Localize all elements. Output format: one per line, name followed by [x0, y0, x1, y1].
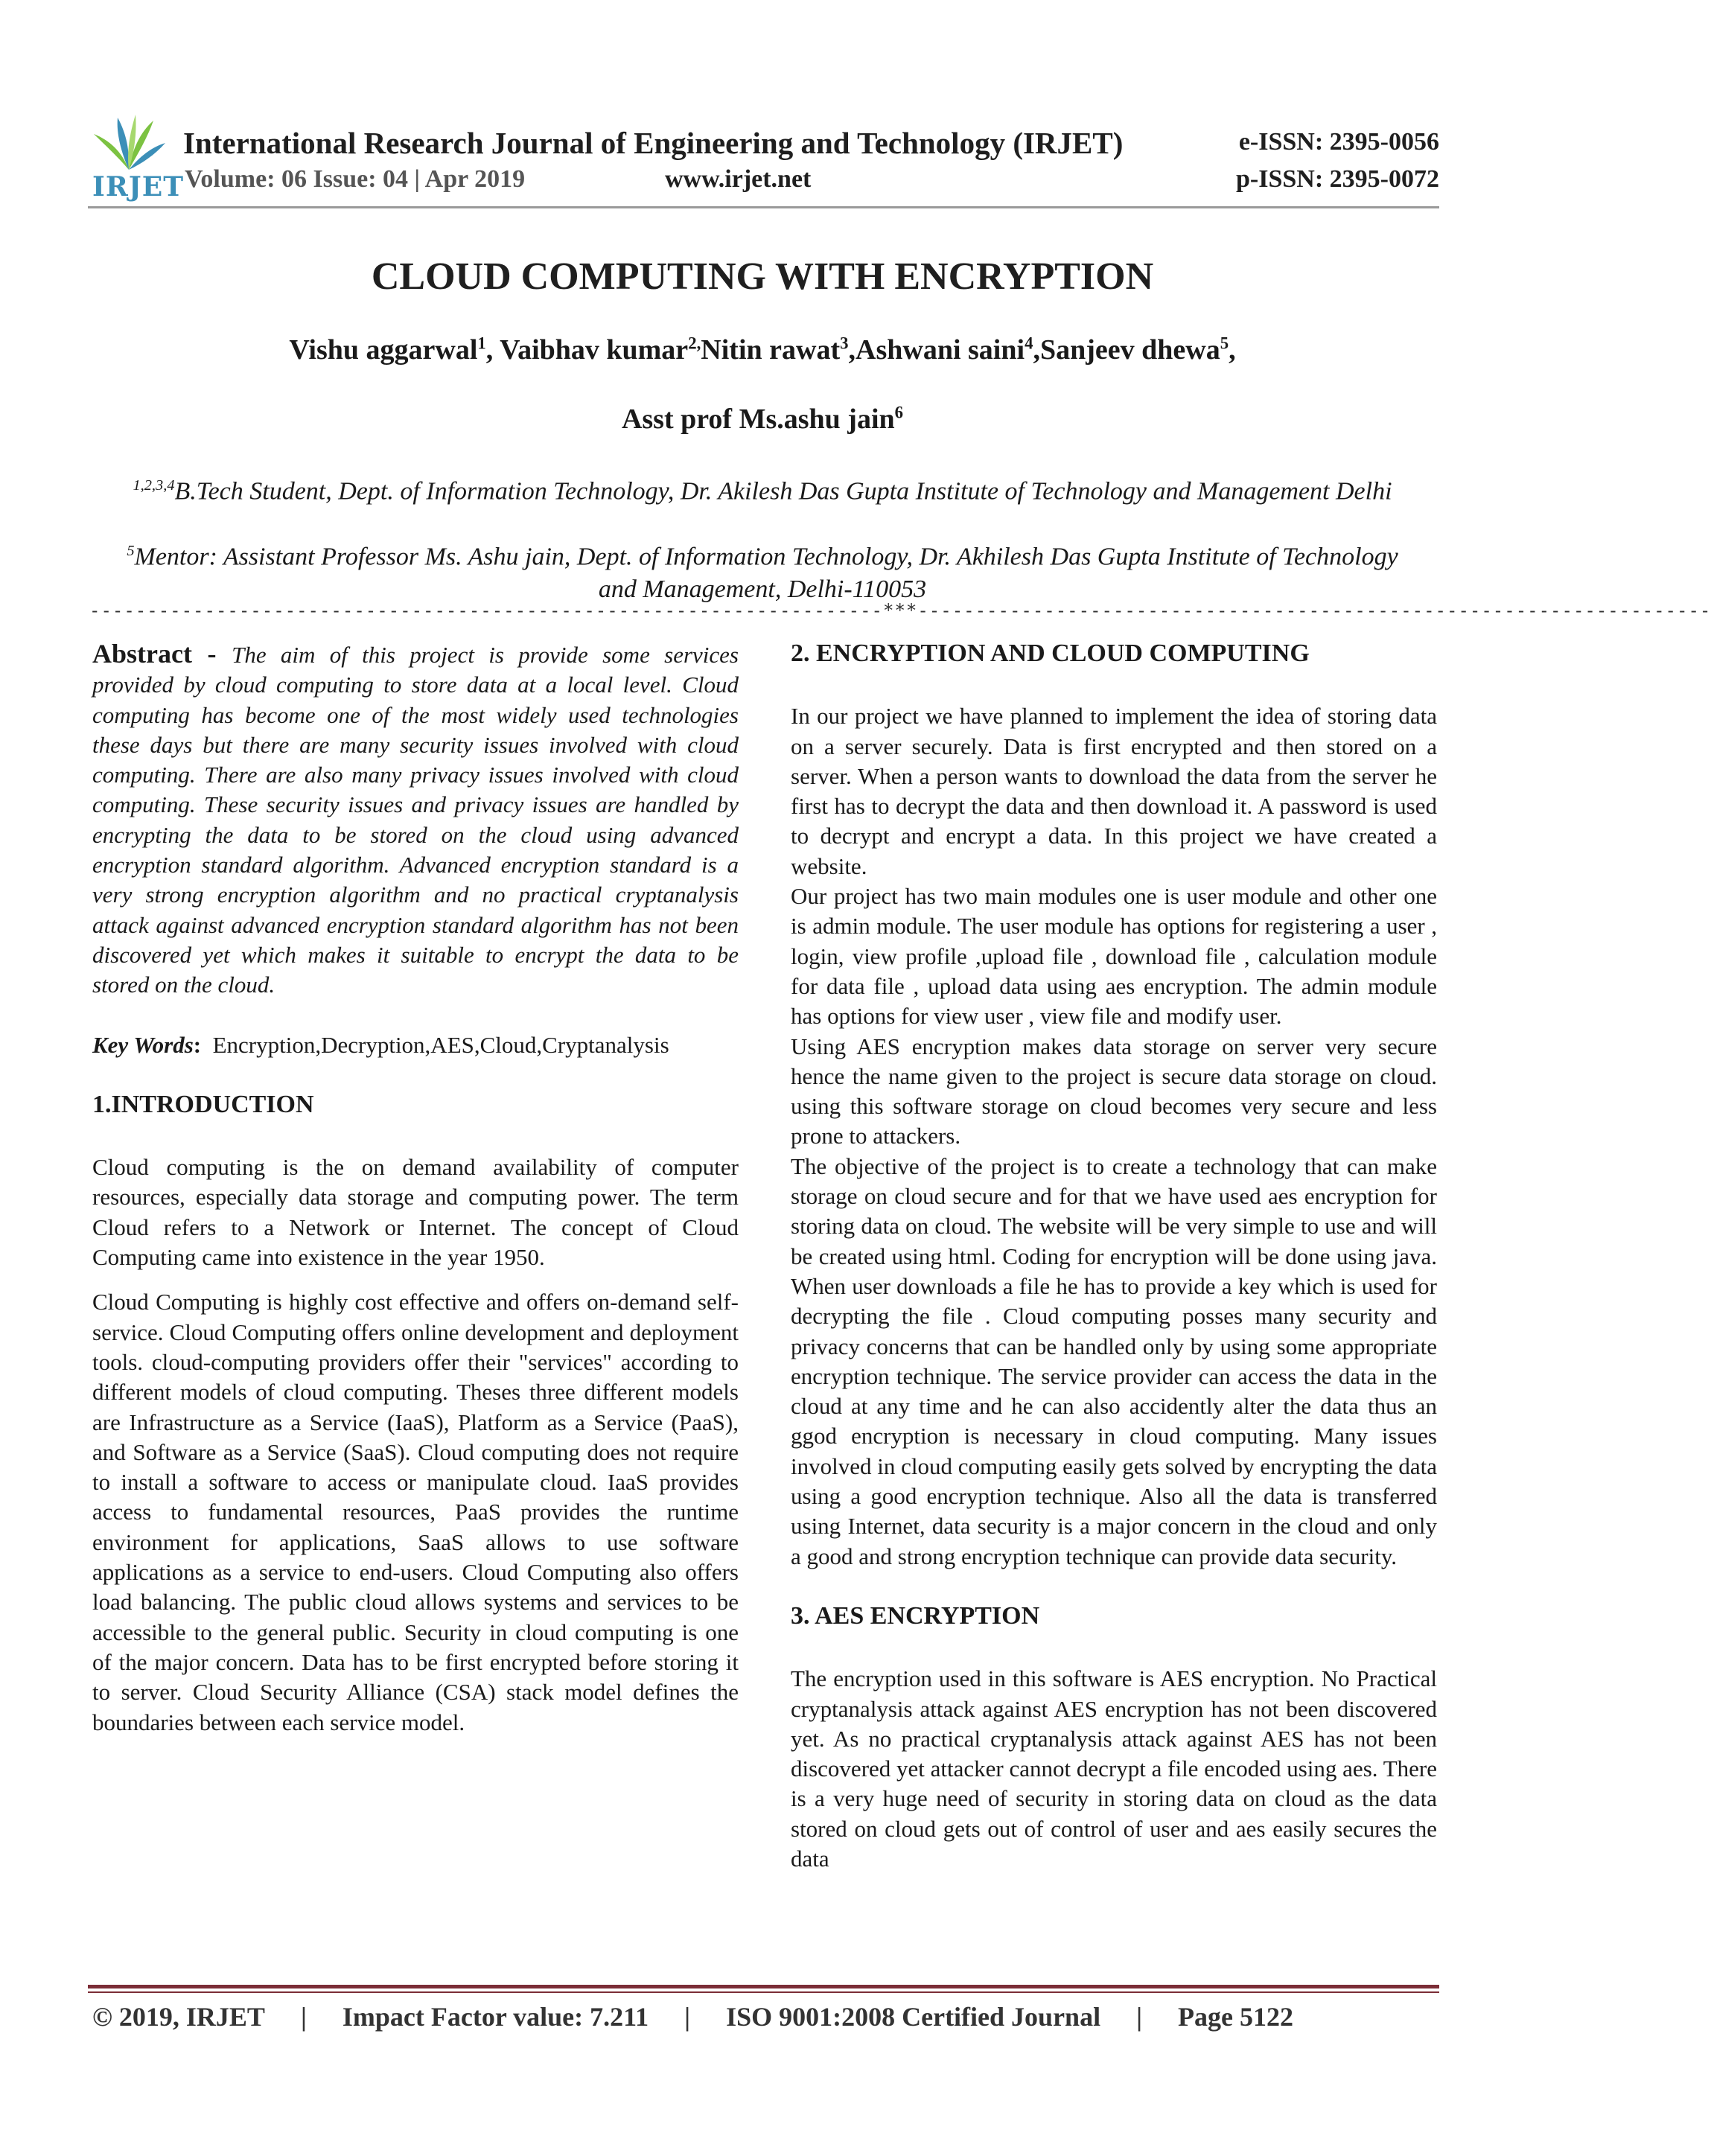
footer-page-number: Page 5122	[1178, 2002, 1293, 2032]
footer-iso: ISO 9001:2008 Certified Journal	[726, 2002, 1101, 2032]
author-list	[0, 334, 1525, 366]
affiliation-2	[112, 535, 1413, 606]
right-column	[791, 639, 1437, 1874]
paper-title: CLOUD COMPUTING WITH ENCRYPTION	[371, 255, 1154, 298]
journal-name: International Research Journal of Engineering and Technology (IRJET)	[183, 126, 1124, 160]
logo-leaves-icon	[88, 112, 170, 171]
affiliation-sup: 5	[127, 543, 135, 559]
affiliation-sup: 1,2,3,4	[133, 477, 175, 494]
section-heading-aes: 3. AES ENCRYPTION	[791, 1601, 1040, 1630]
section-heading-encryption-cloud: 2. ENCRYPTION AND CLOUD COMPUTING	[791, 640, 1310, 667]
section2-paragraph-4: The objective of the project is to create a technology that can make storage on cloud secure and for that we have used aes encryption for storing data on cloud. The website will be very simple to use and will be created using html. Coding for encryption will be done using java. When user downloads a file he has to provide a key which is used for decrypting the file . Cloud computing posses many security and privacy concerns that can be handled only by using some appropriate encryption technique. The service provider can access the data in the cloud at any time and he can also accidently alter the data thus an ggod encryption is necessary in cloud computing. Many issues involved in cloud computing easily gets solved by encrypting the data using a good encryption technique. Also all the data is transferred using Internet, data security is a major concern in the cloud and only a good and strong encryption technique can provide data security.	[791, 1152, 1437, 1569]
section-separator: ---------------------------------------------------------------------***---------------------------------------------------------------------	[89, 600, 1711, 621]
affiliation-text: B.Tech Student, Dept. of Information Technology, Dr. Akilesh Das Gupta Institute of Technology and Management Delhi	[174, 477, 1392, 505]
volume-issue: Volume: 06 Issue: 04 | Apr 2019	[185, 165, 526, 193]
section-heading-introduction: 1.INTRODUCTION	[92, 1090, 314, 1118]
author-name: , Vaibhav kumar	[485, 334, 689, 366]
author-name: Vishu aggarwal	[289, 334, 478, 366]
page-footer	[92, 2001, 1425, 2032]
author-name: ,Ashwani saini	[848, 334, 1025, 366]
abstract-label: Abstract -	[92, 639, 232, 669]
author-sup: 5	[1220, 334, 1229, 353]
keywords-label: Key Words	[92, 1031, 194, 1058]
footer-divider	[88, 1985, 1439, 1988]
footer-separator: |	[1136, 2002, 1143, 2032]
keywords-text: Encryption,Decryption,AES,Cloud,Cryptanalysis	[212, 1031, 669, 1058]
left-column	[92, 639, 739, 1738]
footer-divider-thin	[88, 1991, 1439, 1993]
eissn: e-ISSN: 2395-0056	[1238, 128, 1439, 156]
author-name: ,Sanjeev dhewa	[1033, 334, 1220, 366]
author-name: Asst prof Ms.ashu jain	[621, 404, 895, 435]
footer-copyright: © 2019, IRJET	[92, 2002, 265, 2032]
author-sup: 3	[840, 334, 849, 353]
affiliation-text: Mentor: Assistant Professor Ms. Ashu jain, Dept. of Information Technology, Dr. Akhilesh Das Gupta Institute of Technology and Management, Delhi-110053	[134, 543, 1398, 604]
author-sup: 6	[894, 403, 904, 422]
abstract-text: The aim of this project is provide some services provided by cloud computing to store data at a local level. Cloud computing has become one of the most widely used technologies these days but there are many security issues involved with cloud computing. There are also many privacy issues involved with cloud computing. These security issues and privacy issues are handled by encrypting the data to be stored on the cloud using advanced encryption standard algorithm. Advanced encryption standard is a very strong encryption algorithm and no practical cryptanalysis attack against advanced encryption standard algorithm has not been discovered yet which makes it suitable to encrypt the data to be stored on the cloud.	[92, 642, 739, 998]
footer-separator: |	[684, 2002, 691, 2032]
section2-paragraph-3: Using AES encryption makes data storage on server very secure hence the name given to the project is secure data storage on cloud. using this software storage on cloud becomes very secure and less prone to attackers.	[791, 1033, 1437, 1149]
supervisor	[0, 403, 1525, 436]
irjet-logo	[88, 112, 185, 202]
intro-paragraph-1: Cloud computing is the on demand availability of computer resources, especially data storage and computing power. The term Cloud refers to a Network or Internet. The concept of Cloud Computing came into existence in the year 1950.	[92, 1154, 739, 1271]
affiliation-1	[112, 469, 1413, 508]
footer-impact-factor: Impact Factor value: 7.211	[342, 2002, 649, 2032]
pissn: p-ISSN: 2395-0072	[1236, 165, 1439, 193]
keywords	[92, 1030, 739, 1060]
author-sup: 1	[477, 334, 486, 353]
logo-text: IRJET	[92, 171, 185, 202]
footer-separator: |	[300, 2002, 307, 2032]
author-sup: 4	[1025, 334, 1033, 353]
journal-website: www.irjet.net	[665, 165, 812, 193]
author-tail: ,	[1229, 334, 1236, 366]
journal-header	[88, 112, 1439, 201]
header-divider	[88, 206, 1439, 208]
section2-paragraph-1: In our project we have planned to implement the idea of storing data on a server securely. Data is first encrypted and then stored on a server. When a person wants to download the data from the server he first has to decrypt the data and then download it. A password is used to decrypt and encrypt a data. In this project we have created a website.	[791, 703, 1437, 879]
keywords-colon: :	[193, 1031, 202, 1058]
author-name: Nitin rawat	[701, 334, 841, 366]
abstract	[92, 639, 739, 1001]
section2-paragraph-2: Our project has two main modules one is user module and other one is admin module. The user module has options for registering a user , login, view profile ,upload file , download file , calculation module for data file , upload data using aes encryption. The admin module has options for view user , view file and modify user.	[791, 883, 1437, 1030]
section3-paragraph-1: The encryption used in this software is AES encryption. No Practical cryptanalysis attack against AES encryption has not been discovered yet. As no practical cryptanalysis attack against AES has not been discovered yet attacker cannot decrypt a file encoded using aes. There is a very huge need of security in storing data on cloud as the data stored on cloud gets out of control of user and aes easily secures the data	[791, 1665, 1437, 1872]
author-sup: 2,	[688, 334, 701, 353]
intro-paragraph-2: Cloud Computing is highly cost effective and offers on-demand self-service. Cloud Computing offers online development and deployment tools. cloud-computing providers offer their "services" according to different models of cloud computing. Theses three different models are Infrastructure as a Service (IaaS), Platform as a Service (PaaS), and Software as a Service (SaaS). Cloud computing does not require to install a software to access or manipulate cloud. IaaS provides access to fundamental resources, PaaS provides the runtime environment for applications, SaaS allows to use software applications as a service to end-users. Cloud Computing also offers load balancing. The public cloud allows systems and services to be accessible to the general public. Security in cloud computing is one of the major concern. Data has to be first encrypted before storing it to server. Cloud Security Alliance (CSA) stack model defines the boundaries between each service model.	[92, 1289, 739, 1735]
